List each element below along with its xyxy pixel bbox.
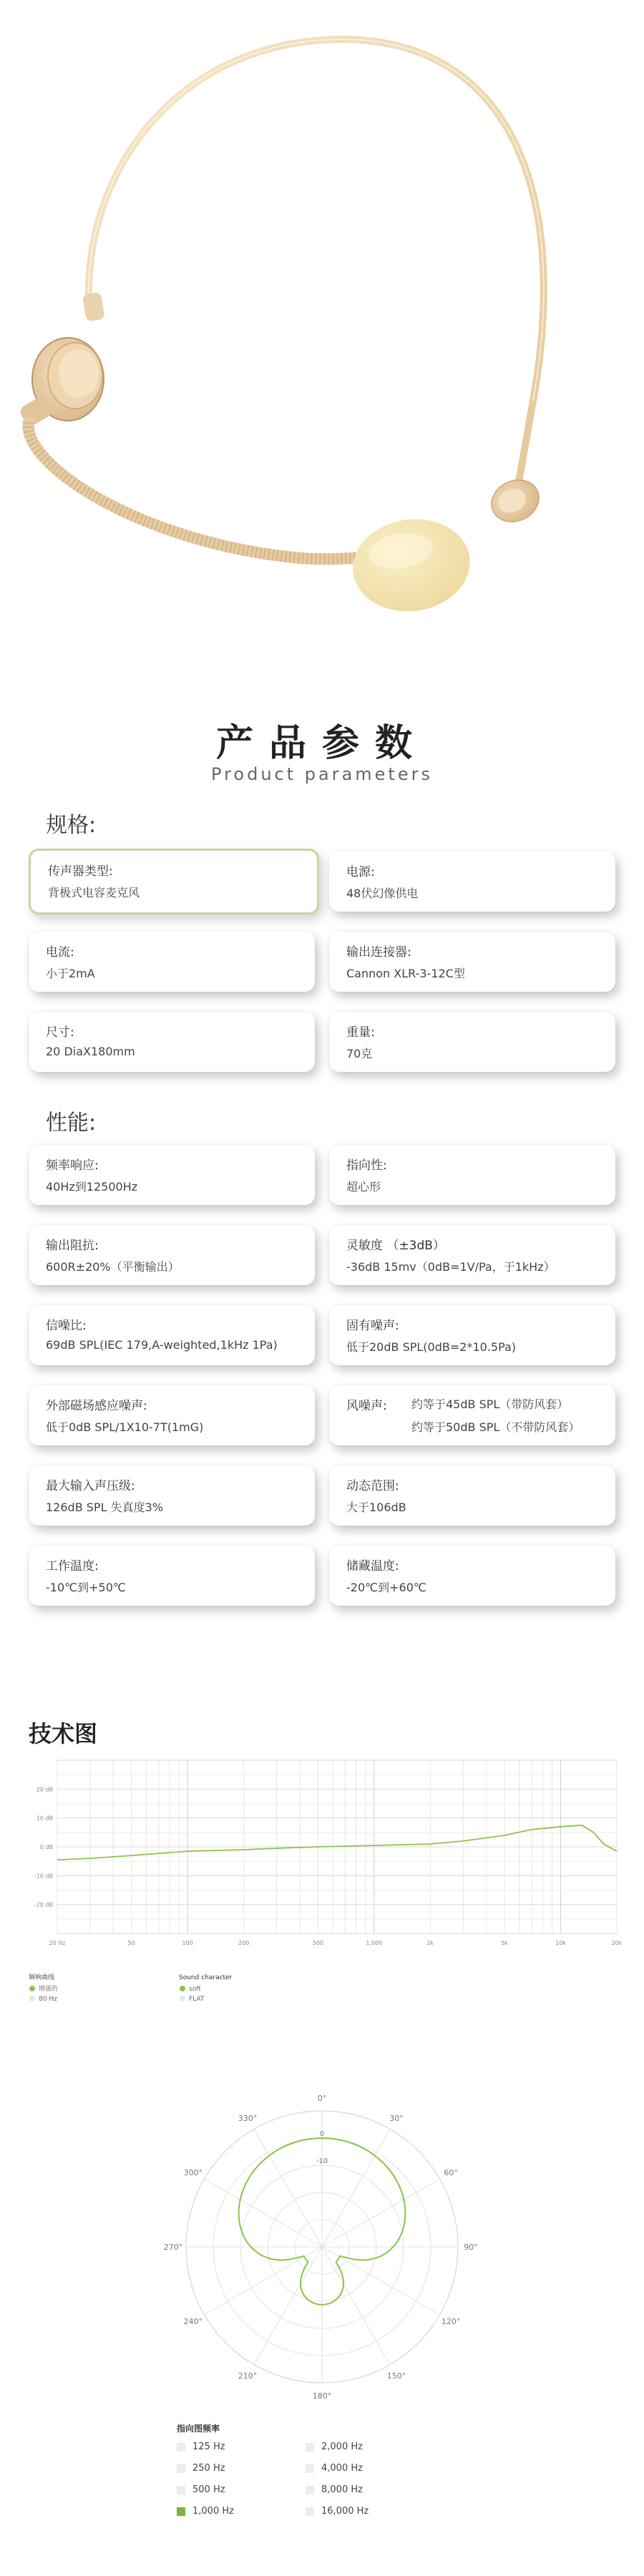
polar-angle-label: 180° xyxy=(312,2391,332,2401)
spec-key: 输出连接器: xyxy=(346,945,411,960)
perf-key: 储藏温度: xyxy=(346,1559,399,1574)
checkbox-icon[interactable] xyxy=(306,2464,314,2473)
perf-value: 40Hz到12500Hz xyxy=(46,1180,138,1194)
spec-card xyxy=(29,932,315,992)
perf-value: 低于0dB SPL/1X10-7T(1mG) xyxy=(46,1420,204,1434)
perf-value: 69dB SPL(IEC 179,A-weighted,1kHz 1Pa) xyxy=(46,1338,278,1352)
x-tick-label: 100 xyxy=(182,1940,193,1946)
radio-dot-icon[interactable] xyxy=(29,1986,35,1991)
perf-value: 约等于45dB SPL（带防风套） xyxy=(411,1397,569,1411)
params-title: 产品参数 xyxy=(215,722,428,765)
spec-card xyxy=(329,1012,615,1072)
perf-card xyxy=(329,1305,615,1365)
spec-card xyxy=(329,852,615,912)
polar-angle-label: 0° xyxy=(317,2094,327,2103)
perf-card xyxy=(29,1465,315,1526)
checkbox-icon[interactable] xyxy=(177,2507,185,2516)
perf-card xyxy=(329,1145,615,1205)
spec-card xyxy=(329,932,615,992)
spec-card xyxy=(29,849,319,914)
spec-section-label: 规格: xyxy=(46,813,97,838)
polar-spoke xyxy=(319,2129,390,2247)
perf-card xyxy=(329,1385,615,1445)
legend-item[interactable] xyxy=(306,2506,369,2517)
x-tick-label: 5k xyxy=(501,1940,508,1946)
perf-key: 输出阻抗: xyxy=(46,1239,99,1253)
polar-angle-label: 150° xyxy=(386,2371,406,2381)
spec-value: Cannon XLR-3-12C型 xyxy=(346,967,465,980)
perf-card xyxy=(329,1465,615,1526)
y-tick-labels xyxy=(34,1786,53,1908)
polar-grid xyxy=(183,2111,458,2383)
polar-angle-label: 330° xyxy=(238,2113,258,2123)
checkbox-icon[interactable] xyxy=(177,2464,185,2473)
y-tick-label: -20 dB xyxy=(34,1901,53,1908)
legend-label: 1,000 Hz xyxy=(192,2506,234,2517)
spec-key: 电源: xyxy=(346,865,375,879)
x-tick-label: 500 xyxy=(312,1940,324,1946)
perf-key: 频率响应: xyxy=(46,1158,99,1173)
legend-label: 4,000 Hz xyxy=(321,2463,363,2474)
perf-key: 外部磁场感应噪声: xyxy=(46,1399,147,1413)
perf-card xyxy=(29,1385,315,1445)
perf-value: 126dB SPL 失真度3% xyxy=(46,1501,163,1514)
checkbox-icon[interactable] xyxy=(177,2486,185,2494)
x-tick-label: 2k xyxy=(426,1940,434,1946)
y-tick-label: -10 dB xyxy=(34,1873,53,1880)
spec-card xyxy=(29,1012,315,1072)
spec-key: 尺寸: xyxy=(46,1025,74,1040)
perf-card xyxy=(329,1225,615,1285)
checkbox-icon[interactable] xyxy=(177,2443,185,2451)
x-tick-label: 10k xyxy=(555,1940,566,1946)
spec-value: 20 DiaX180mm xyxy=(46,1045,135,1058)
radio-dot-icon[interactable] xyxy=(180,1986,185,1991)
perf-key: 固有噪声: xyxy=(346,1319,399,1333)
polar-angle-label: 270° xyxy=(163,2243,183,2252)
perf-value: 超心形 xyxy=(346,1180,381,1194)
legend-label: 125 Hz xyxy=(192,2441,225,2452)
spec-value: 48伏幻像供电 xyxy=(346,887,419,900)
frequency-response-series-line xyxy=(57,1825,617,1860)
frequency-response-chart xyxy=(29,1753,623,1968)
spec-value: 背极式电容麦克风 xyxy=(48,886,140,899)
polar-radial-label: 0 xyxy=(319,2130,325,2138)
checkbox-icon[interactable] xyxy=(306,2443,314,2451)
legend-item[interactable] xyxy=(177,2484,225,2495)
polar-spoke xyxy=(204,2179,322,2247)
params-subtitle: Product parameters xyxy=(211,764,433,784)
x-tick-label: 200 xyxy=(238,1940,250,1946)
perf-card xyxy=(29,1305,315,1365)
legend-item[interactable] xyxy=(306,2441,363,2452)
headset-microphone-image xyxy=(0,0,644,687)
perf-value-secondary: 约等于50dB SPL（不带防风套） xyxy=(411,1420,580,1434)
legend-item[interactable] xyxy=(306,2463,363,2474)
y-tick-label: 10 dB xyxy=(36,1815,53,1822)
legend-label: 8,000 Hz xyxy=(321,2484,363,2495)
perf-value: -36dB 15mv（0dB=1V/Pa，于1kHz） xyxy=(346,1260,555,1274)
perf-key: 工作温度: xyxy=(46,1559,99,1574)
spec-value: 小于2mA xyxy=(46,967,95,980)
perf-key: 最大输入声压级: xyxy=(46,1479,135,1493)
polar-angle-label: 300° xyxy=(183,2168,203,2177)
y-tick-label: 0 dB xyxy=(39,1844,53,1850)
checkbox-icon[interactable] xyxy=(306,2507,314,2516)
legend-label: 250 Hz xyxy=(192,2463,225,2474)
perf-value: -20℃到+60℃ xyxy=(346,1581,426,1594)
directivity-legend-title: 指向图频率 xyxy=(177,2424,220,2434)
perf-card xyxy=(29,1145,315,1205)
legend-item[interactable] xyxy=(306,2484,363,2495)
legend-item[interactable] xyxy=(177,2506,234,2517)
perf-key: 指向性: xyxy=(346,1158,387,1173)
x-tick-label: 50 xyxy=(127,1940,135,1946)
perf-value: -10℃到+50℃ xyxy=(46,1581,126,1594)
spec-key: 电流: xyxy=(46,945,74,960)
polar-directivity-chart xyxy=(150,2089,494,2419)
legend-item[interactable] xyxy=(177,2441,225,2452)
spec-key: 传声器类型: xyxy=(48,864,113,879)
polar-angle-label: 90° xyxy=(464,2243,478,2252)
polar-angle-label: 120° xyxy=(441,2317,461,2326)
legend-group-title: 频响曲线 xyxy=(29,1974,55,1981)
legend-option[interactable]: soft xyxy=(189,1986,201,1993)
x-tick-label: 20 Hz xyxy=(49,1940,66,1946)
perf-card xyxy=(29,1225,315,1285)
polar-spoke xyxy=(254,2247,322,2365)
radio-dot-icon[interactable] xyxy=(29,1996,35,2001)
perf-key: 灵敏度 （±3dB） xyxy=(346,1239,445,1253)
x-tick-label: 20k xyxy=(611,1940,623,1946)
perf-key: 风噪声: xyxy=(346,1399,387,1413)
x-tick-labels xyxy=(49,1940,623,1946)
legend-group-title: Sound character xyxy=(179,1974,233,1981)
legend-label: 16,000 Hz xyxy=(321,2506,369,2517)
polar-angle-label: 60° xyxy=(444,2168,458,2177)
checkbox-icon[interactable] xyxy=(306,2486,314,2494)
legend-label: 2,000 Hz xyxy=(321,2441,363,2452)
spec-value: 70克 xyxy=(346,1047,373,1060)
polar-spoke xyxy=(322,2247,390,2365)
polar-angle-label: 240° xyxy=(183,2317,203,2326)
spec-key: 重量: xyxy=(346,1025,375,1040)
legend-option[interactable]: 80 Hz xyxy=(39,1996,57,2003)
frequency-chart-legend xyxy=(29,1972,315,2015)
perf-value: 600R±20%（平衡输出） xyxy=(46,1260,180,1274)
x-tick-label: 1,000 xyxy=(366,1940,383,1946)
perf-value: 低于20dB SPL(0dB=2*10.5Pa) xyxy=(346,1340,517,1354)
perf-key: 动态范围: xyxy=(346,1479,399,1493)
radio-dot-icon[interactable] xyxy=(180,1996,185,2001)
polar-angle-label: 30° xyxy=(389,2113,404,2123)
tech-section-title: 技术图 xyxy=(29,1720,98,1747)
perf-section-label: 性能: xyxy=(46,1111,97,1136)
polar-spoke xyxy=(254,2129,325,2247)
legend-option[interactable]: FLAT xyxy=(189,1996,205,2003)
polar-angle-label: 210° xyxy=(238,2371,258,2381)
legend-item[interactable] xyxy=(177,2463,225,2474)
legend-option[interactable]: 增强的 xyxy=(39,1986,59,1993)
perf-key: 信噪比: xyxy=(46,1319,87,1333)
legend-label: 500 Hz xyxy=(192,2484,225,2495)
polar-radial-label: -10 xyxy=(316,2157,328,2165)
perf-card xyxy=(29,1546,315,1606)
perf-value: 大于106dB xyxy=(346,1501,406,1514)
y-tick-label: 20 dB xyxy=(36,1786,53,1793)
perf-card xyxy=(329,1546,615,1606)
polar-spoke xyxy=(322,2179,440,2247)
